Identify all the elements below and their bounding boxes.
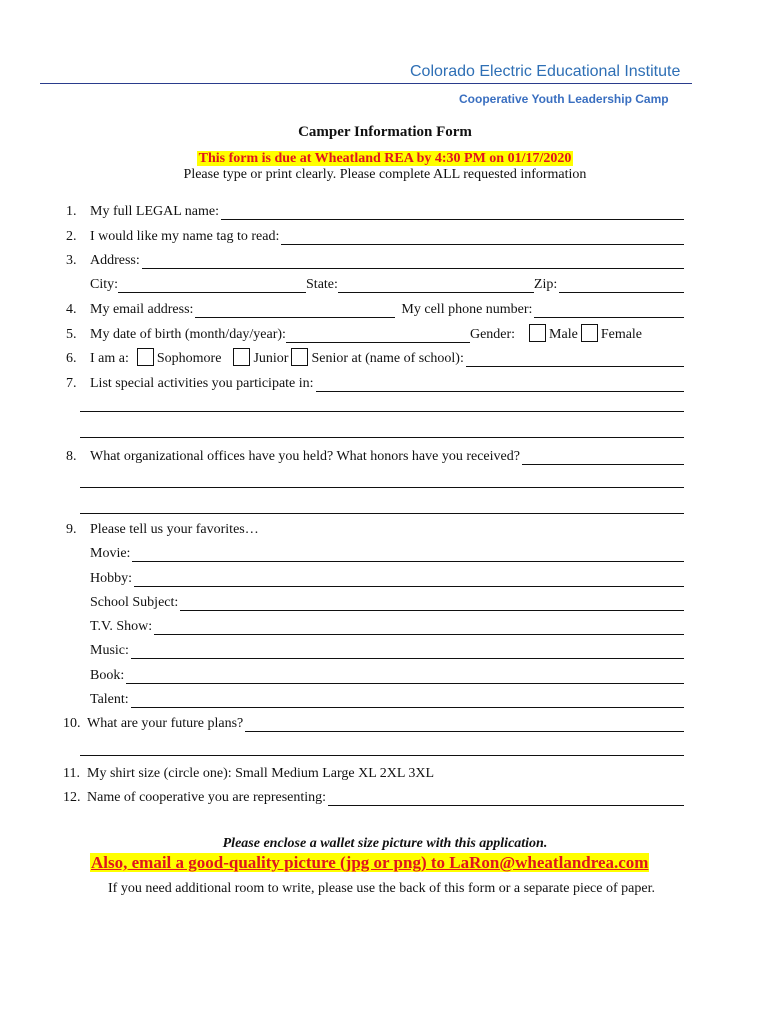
question-address: [66, 249, 684, 269]
question-number: 11.: [63, 766, 80, 781]
favorite-movie: [66, 542, 684, 562]
org-name: Colorado Electric Educational Institute: [410, 63, 681, 80]
iam-label: I am a:: [90, 351, 129, 366]
extra-room-note: If you need additional room to write, please use the back of this form or a separate piece of paper.: [108, 881, 655, 896]
cooperative-label: Name of cooperative you are representing:: [87, 790, 327, 805]
favorite-talent: [66, 688, 684, 708]
question-number: 9.: [66, 522, 77, 537]
question-number: 3.: [66, 253, 77, 268]
picture-note: Please enclose a wallet size picture with this application.: [222, 836, 548, 851]
question-number: 10.: [63, 716, 81, 731]
offices-field[interactable]: [522, 449, 684, 465]
question-cooperative: [63, 786, 684, 806]
favorite-tv: [66, 615, 684, 635]
male-label: Male: [549, 327, 578, 342]
city-label: City:: [90, 277, 119, 292]
female-label: Female: [600, 327, 643, 342]
sophomore-label: Sophomore: [156, 351, 222, 366]
gender-label: Gender:: [469, 327, 516, 342]
legal-name-field[interactable]: [221, 204, 684, 220]
question-contact: [66, 298, 684, 318]
hobby-field[interactable]: [134, 571, 684, 587]
city-state-zip-row: [66, 273, 684, 293]
plans-line-2[interactable]: [80, 755, 684, 756]
instructions: Please type or print clearly. Please complete ALL requested information: [183, 167, 587, 182]
address-label: Address:: [90, 253, 140, 268]
question-shirt: [63, 762, 684, 782]
city-field[interactable]: [118, 277, 306, 293]
question-number: 6.: [66, 351, 77, 366]
address-field[interactable]: [142, 253, 684, 269]
question-offices: [66, 445, 684, 465]
school-field[interactable]: [466, 351, 684, 367]
due-notice-wrap: [0, 149, 770, 167]
senior-label: Senior at (name of school):: [311, 351, 464, 366]
activities-label: List special activities you participate in:: [90, 376, 314, 391]
state-field[interactable]: [338, 277, 534, 293]
cooperative-field[interactable]: [328, 790, 684, 806]
cell-field[interactable]: [534, 302, 684, 318]
favorites-label: Please tell us your favorites…: [90, 522, 259, 537]
email-field[interactable]: [195, 302, 395, 318]
shirt-size-label: My shirt size (circle one): Small Medium Large XL 2XL 3XL: [87, 766, 435, 781]
header-rule: [40, 83, 692, 84]
question-number: 4.: [66, 302, 77, 317]
book-field[interactable]: [126, 668, 684, 684]
hobby-label: Hobby:: [90, 571, 132, 586]
question-number: 8.: [66, 449, 77, 464]
zip-field[interactable]: [559, 277, 684, 293]
talent-label: Talent:: [90, 692, 129, 707]
question-number: 2.: [66, 229, 77, 244]
subject-field[interactable]: [180, 595, 684, 611]
legal-name-label: My full LEGAL name:: [90, 204, 219, 219]
question-activities: [66, 372, 684, 392]
plans-label: What are your future plans?: [87, 716, 244, 731]
movie-field[interactable]: [132, 546, 684, 562]
question-plans: [63, 712, 684, 732]
favorite-book: [66, 664, 684, 684]
email-note-wrap: [90, 853, 649, 873]
offices-label: What organizational offices have you held? What honors have you received?: [90, 449, 520, 464]
plans-field[interactable]: [245, 716, 684, 732]
music-label: Music:: [90, 643, 129, 658]
junior-label: Junior: [253, 351, 289, 366]
program-name: Cooperative Youth Leadership Camp: [459, 92, 669, 106]
due-notice: This form is due at Wheatland REA by 4:30 PM on 01/17/2020: [198, 151, 572, 166]
tv-label: T.V. Show:: [90, 619, 153, 634]
state-label: State:: [306, 277, 338, 292]
movie-label: Movie:: [90, 546, 131, 561]
dob-label: My date of birth (month/day/year):: [90, 327, 286, 342]
book-label: Book:: [90, 668, 125, 683]
junior-checkbox[interactable]: [233, 348, 250, 366]
favorite-subject: [66, 591, 684, 611]
question-grade: [66, 347, 684, 367]
question-number: 12.: [63, 790, 81, 805]
zip-label: Zip:: [533, 277, 558, 292]
tv-field[interactable]: [154, 619, 684, 635]
male-checkbox[interactable]: [529, 324, 546, 342]
activities-field[interactable]: [316, 376, 684, 392]
name-tag-field[interactable]: [281, 229, 684, 245]
music-field[interactable]: [131, 643, 684, 659]
email-label: My email address:: [90, 302, 194, 317]
offices-line-2[interactable]: [80, 487, 684, 488]
subject-label: School Subject:: [90, 595, 179, 610]
favorite-music: [66, 639, 684, 659]
cell-label: My cell phone number:: [401, 302, 533, 317]
question-name-tag: [66, 225, 684, 245]
name-tag-label: I would like my name tag to read:: [90, 229, 280, 244]
question-favorites: [66, 518, 684, 538]
sophomore-checkbox[interactable]: [137, 348, 154, 366]
email-note: Also, email a good-quality picture (jpg or png) to LaRon@wheatlandrea.com: [91, 853, 649, 872]
dob-field[interactable]: [286, 327, 470, 343]
question-legal-name: [66, 200, 684, 220]
offices-line-3[interactable]: [80, 513, 684, 514]
activities-line-3[interactable]: [80, 437, 684, 438]
female-checkbox[interactable]: [581, 324, 598, 342]
question-dob: [66, 323, 684, 343]
question-number: 7.: [66, 376, 77, 391]
question-number: 1.: [66, 204, 77, 219]
talent-field[interactable]: [131, 692, 684, 708]
question-number: 5.: [66, 327, 77, 342]
activities-line-2[interactable]: [80, 411, 684, 412]
form-title: Camper Information Form: [298, 124, 472, 140]
favorite-hobby: [66, 567, 684, 587]
senior-checkbox[interactable]: [291, 348, 308, 366]
